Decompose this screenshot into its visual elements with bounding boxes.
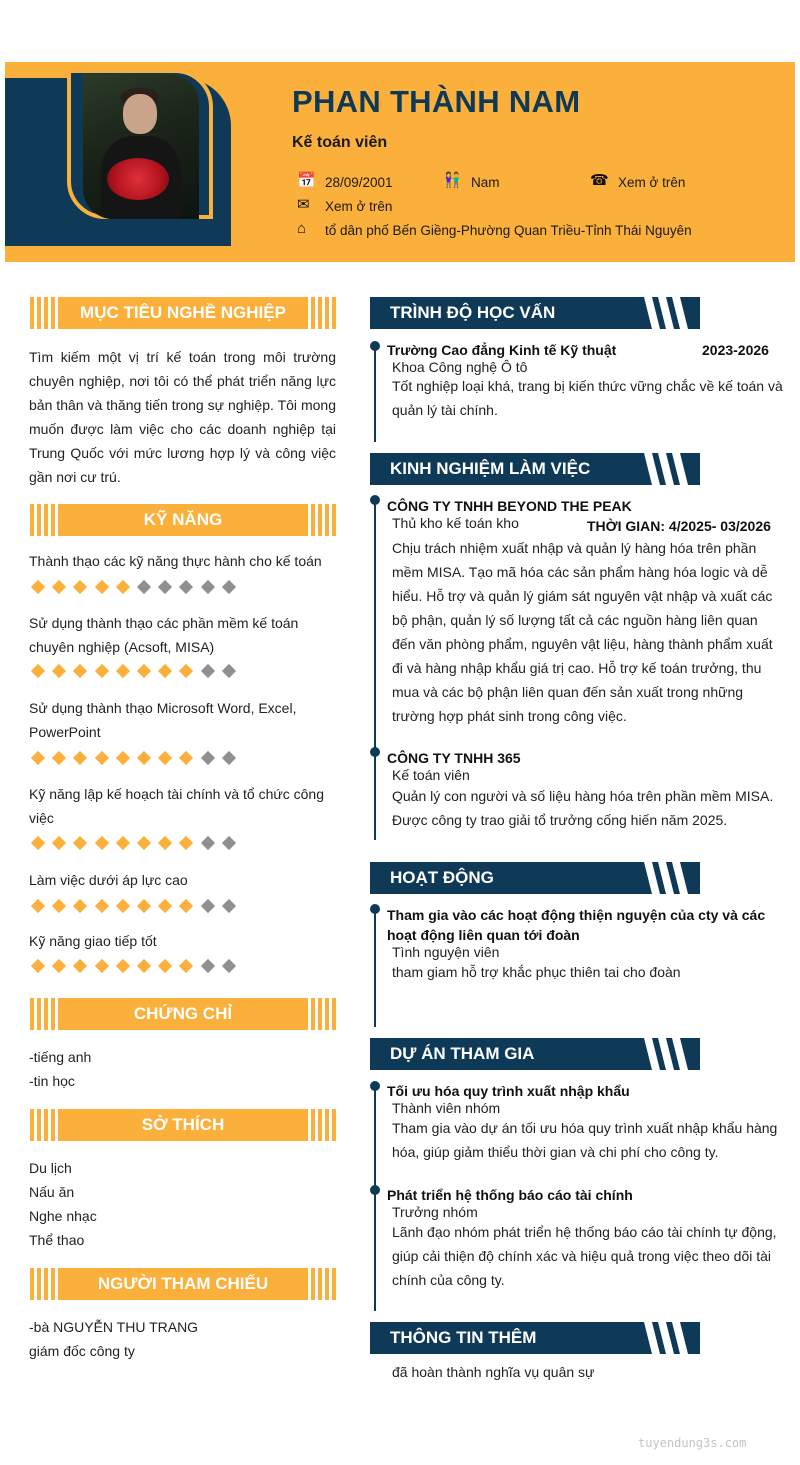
site-watermark: tuyendung3s.com [638, 1436, 747, 1450]
rating-diamond-filled [179, 751, 193, 765]
rating-diamond-filled [158, 664, 172, 678]
activity-name: hoạt động liên quan tới đoàn [387, 927, 580, 943]
rating-diamond-empty [137, 580, 151, 594]
company-name: CÔNG TY TNHH 365 [387, 750, 521, 766]
objective-text: Tìm kiếm một vị trí kế toán trong môi trường chuyên nghiệp, nơi tôi có thể phát triển năng lực bản thân và thăng tiến trong sự nghiệp. Tôi mong muốn được làm việc cho các doanh nghiệp tại Trung Quốc với mức lương hợp lý và công việc gần nơi cư trú. [29, 349, 336, 485]
project-role: Thành viên nhóm [392, 1100, 501, 1116]
skill-rating [33, 662, 245, 678]
timeline-line [374, 500, 376, 840]
section-header-additional [370, 1322, 700, 1354]
certificate-item: -tin học [29, 1073, 75, 1089]
section-title: SỞ THÍCH [141, 1115, 225, 1134]
rating-diamond-filled [116, 836, 130, 850]
rating-diamond-empty [200, 664, 214, 678]
rating-diamond-filled [73, 899, 87, 913]
section-header-certificates [30, 998, 336, 1030]
section-title: NGƯỜI THAM CHIẾU [97, 1274, 269, 1293]
rating-diamond-filled [94, 580, 108, 594]
certificate-item: -tiếng anh [29, 1049, 92, 1065]
school-name: Trường Cao đẳng Kinh tế Kỹ thuật [387, 342, 617, 358]
rating-diamond-filled [73, 836, 87, 850]
job-description: Chịu trách nhiệm xuất nhập và quản lý hàng hóa trên phần mềm MISA. Tạo mã hóa các sản phẩm hàng hóa logic và dễ hiểu. Hỗ trợ và quản lý giám sát nguyên vật nhập và xuất các bộ phận, quản lý số lượng tất cả các nguồn hàng liên quan đến văn phòng phẩm, nguyên vật liệu, hàng thành phẩm xuất đi và hàng nhập khẩu giá trị cao. Hỗ trợ kế toán trưởng, thu mua và các bộ phận liên quan đến sản xuất trong những trường hợp phát sinh trong công việc. [392, 540, 773, 724]
section-header-references [30, 1268, 336, 1300]
skill-rating [33, 749, 245, 765]
job-role: Thủ kho kế toán kho [392, 515, 519, 531]
section-title: DỰ ÁN THAM GIA [390, 1044, 535, 1063]
rating-diamond-filled [94, 836, 108, 850]
rating-diamond-filled [52, 836, 66, 850]
skill-name: Sử dụng thành thạo Microsoft Word, Excel, PowerPoint [29, 700, 297, 740]
rating-diamond-filled [31, 836, 45, 850]
activity-name: Tham gia vào các hoạt động thiện nguyện của cty và các [387, 907, 766, 923]
job-title: Kế toán viên [292, 134, 388, 151]
rating-diamond-filled [137, 899, 151, 913]
skill-rating [33, 834, 245, 850]
section-title: KỸ NĂNG [143, 510, 223, 529]
rating-diamond-filled [52, 899, 66, 913]
timeline-line [374, 345, 376, 442]
faculty-name: Khoa Công nghệ Ô tô [392, 359, 528, 375]
timeline-dot [370, 1081, 380, 1091]
skill-rating [33, 897, 245, 913]
job-role: Kế toán viên [392, 767, 470, 783]
email-icon: ✉ [297, 196, 310, 213]
timeline-dot [370, 904, 380, 914]
hobby-item: Du lịch [29, 1160, 72, 1176]
rating-diamond-filled [137, 836, 151, 850]
rating-diamond-filled [158, 836, 172, 850]
hobby-item: Nấu ăn [29, 1184, 75, 1200]
section-title: MỤC TIÊU NGHỀ NGHIỆP [80, 303, 286, 322]
section-title: HOẠT ĐỘNG [390, 868, 494, 887]
skill-name: Kỹ năng giao tiếp tốt [29, 933, 157, 949]
section-title: KINH NGHIỆM LÀM VIỆC [390, 459, 591, 478]
timeline-dot [370, 341, 380, 351]
rating-diamond-filled [179, 664, 193, 678]
rating-diamond-filled [94, 959, 108, 973]
rating-diamond-filled [31, 580, 45, 594]
rating-diamond-filled [94, 751, 108, 765]
calendar-icon: 📅 [297, 172, 316, 189]
company-name: CÔNG TY TNHH BEYOND THE PEAK [387, 498, 632, 514]
rating-diamond-filled [179, 959, 193, 973]
rating-diamond-filled [116, 899, 130, 913]
rating-diamond-empty [179, 580, 193, 594]
rating-diamond-filled [52, 751, 66, 765]
timeline-line [374, 1086, 376, 1311]
gender-icon: 👫 [443, 172, 462, 189]
additional-text: đã hoàn thành nghĩa vụ quân sự [392, 1364, 595, 1380]
rating-diamond-filled [73, 664, 87, 678]
hobby-item: Nghe nhạc [29, 1208, 97, 1224]
flower-bouquet [107, 158, 169, 200]
rating-diamond-empty [222, 959, 236, 973]
skill-name: Kỹ năng lập kế hoạch tài chính và tổ chức công việc [29, 786, 325, 826]
project-name: Tối ưu hóa quy trình xuất nhập khẩu [387, 1083, 630, 1099]
rating-diamond-filled [158, 751, 172, 765]
skill-rating [33, 578, 245, 594]
skill-name: Thành thạo các kỹ năng thực hành cho kế toán [29, 553, 322, 569]
rating-diamond-filled [116, 664, 130, 678]
skill-name: Làm việc dưới áp lực cao [29, 872, 188, 888]
section-header-education [370, 297, 700, 329]
skill-name: Sử dụng thành thạo các phần mềm kế toán chuyên nghiệp (Acsoft, MISA) [29, 615, 299, 655]
slash-decoration [644, 862, 694, 894]
rating-diamond-filled [179, 899, 193, 913]
rating-diamond-empty [222, 899, 236, 913]
rating-diamond-filled [73, 959, 87, 973]
rating-diamond-filled [137, 959, 151, 973]
rating-diamond-filled [73, 751, 87, 765]
slash-decoration [644, 297, 694, 329]
reference-item: giám đốc công ty [29, 1343, 135, 1359]
section-title: THÔNG TIN THÊM [390, 1328, 537, 1347]
activity-description: tham giam hỗ trợ khắc phục thiên tai cho đoàn [392, 964, 681, 980]
education-period: 2023-2026 [702, 342, 769, 358]
project-description: Tham gia vào dự án tối ưu hóa quy trình xuất nhập khẩu hàng hóa, giúp giảm thiểu thời gian và chi phí cho công ty. [392, 1120, 778, 1160]
skill-rating [33, 957, 245, 973]
section-header-activities [370, 862, 700, 894]
project-role: Trưởng nhóm [392, 1204, 478, 1220]
rating-diamond-empty [200, 836, 214, 850]
slash-decoration [644, 1038, 694, 1070]
rating-diamond-filled [94, 664, 108, 678]
rating-diamond-filled [73, 580, 87, 594]
job-description: Quản lý con người và số liệu hàng hóa trên phần mềm MISA. Được công ty trao giải tổ trưởng cống hiến năm 2025. [392, 788, 774, 828]
education-description: Tốt nghiệp loại khá, trang bị kiến thức vững chắc về kế toán và quản lý tài chính. [392, 378, 783, 418]
rating-diamond-empty [222, 664, 236, 678]
rating-diamond-filled [137, 751, 151, 765]
slash-decoration [644, 1322, 694, 1354]
rating-diamond-filled [94, 899, 108, 913]
timeline-dot [370, 747, 380, 757]
rating-diamond-filled [31, 664, 45, 678]
project-description: Lãnh đạo nhóm phát triển hệ thống báo cáo tài chính tự động, giúp cải thiện độ chính xác và hiệu quả trong việc theo dõi tài chính của công ty. [392, 1224, 777, 1288]
rating-diamond-filled [31, 959, 45, 973]
cv-header: PHAN THÀNH NAM Kế toán viên 📅 28/09/2001 👫 Nam ☎ Xem ở trên ✉ Xem ở trên ⌂ tổ dân phố Bến Giềng-Phường Quan Triều-Tỉnh Thái Nguyên [5, 62, 795, 262]
reference-item: -bà NGUYỄN THU TRANG [29, 1319, 199, 1335]
rating-diamond-filled [31, 751, 45, 765]
timeline-dot [370, 495, 380, 505]
rating-diamond-filled [158, 959, 172, 973]
profile-photo [83, 74, 199, 219]
section-title: CHỨNG CHỈ [133, 1004, 233, 1023]
activity-role: Tình nguyện viên [392, 944, 500, 960]
section-header-objective [30, 297, 336, 329]
rating-diamond-filled [31, 899, 45, 913]
rating-diamond-filled [52, 580, 66, 594]
job-period: THỜI GIAN: 4/2025- 03/2026 [587, 518, 771, 534]
rating-diamond-empty [200, 751, 214, 765]
slash-decoration [644, 453, 694, 485]
rating-diamond-empty [158, 580, 172, 594]
rating-diamond-filled [179, 836, 193, 850]
rating-diamond-empty [200, 580, 214, 594]
candidate-name: PHAN THÀNH NAM [292, 84, 581, 119]
rating-diamond-empty [222, 751, 236, 765]
rating-diamond-empty [200, 959, 214, 973]
rating-diamond-filled [52, 664, 66, 678]
section-header-hobbies [30, 1109, 336, 1141]
rating-diamond-filled [116, 959, 130, 973]
section-header-experience [370, 453, 700, 485]
project-name: Phát triển hệ thống báo cáo tài chính [387, 1187, 633, 1203]
rating-diamond-empty [222, 580, 236, 594]
rating-diamond-filled [116, 751, 130, 765]
rating-diamond-filled [116, 580, 130, 594]
timeline-dot [370, 1185, 380, 1195]
timeline-line [374, 909, 376, 1027]
rating-diamond-filled [158, 899, 172, 913]
phone-icon: ☎ [590, 172, 609, 189]
hobby-item: Thể thao [29, 1232, 85, 1248]
rating-diamond-filled [52, 959, 66, 973]
section-header-skills [30, 504, 336, 536]
rating-diamond-empty [222, 836, 236, 850]
section-header-projects [370, 1038, 700, 1070]
rating-diamond-empty [200, 899, 214, 913]
section-title: TRÌNH ĐỘ HỌC VẤN [390, 303, 556, 322]
home-icon: ⌂ [297, 220, 307, 237]
rating-diamond-filled [137, 664, 151, 678]
